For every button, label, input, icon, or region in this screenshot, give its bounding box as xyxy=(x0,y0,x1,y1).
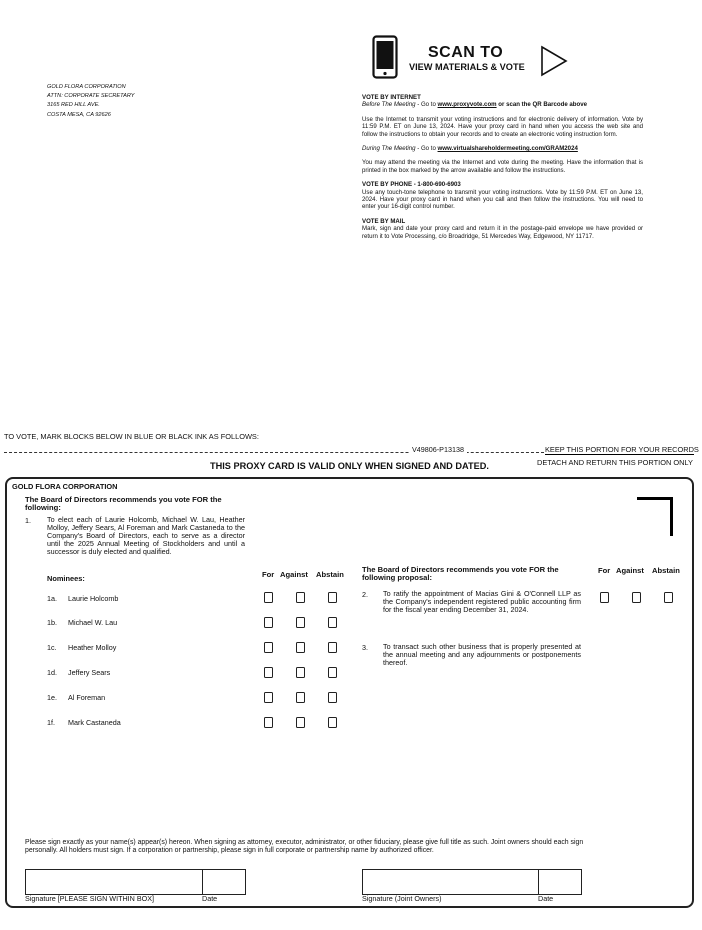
nominee-number: 1d. xyxy=(47,668,57,677)
corner-mark xyxy=(637,497,673,536)
vote-against-checkbox[interactable] xyxy=(296,642,305,653)
vote-for-checkbox[interactable] xyxy=(264,617,273,628)
vote-internet-body: Use the Internet to transmit your voting instructions and for electronic delivery of information. Vote by 11:59 P.M. ET on June 13, 2024. Have your proxy card in hand when you access the web site and follow the instructions to obtain your records and to create an electronic voting instruction form. xyxy=(362,115,643,138)
nominee-number: 1e. xyxy=(47,693,57,702)
nominees-label: Nominees: xyxy=(47,574,85,583)
proposal-1-number: 1. xyxy=(25,516,31,525)
vote-during-meeting xyxy=(362,145,643,152)
address-line: 3165 RED HILL AVE. xyxy=(47,102,100,109)
proposal-3-number: 3. xyxy=(362,643,368,652)
nominee-number: 1f. xyxy=(47,718,55,727)
signing-instructions: Please sign exactly as your name(s) appear(s) hereon. When signing as attorney, executor, administrator, or other fiduciary, please give full title as such. Joint owners should each sign personally. All holders must sign. If a corporation or partnership, please sign in full corporate or partnership name by authorized officer. xyxy=(25,839,584,854)
vote-mail-body: Mark, sign and date your proxy card and return it in the postage-paid envelope we have provided or return it to Vote Processing, c/o Broadridge, 51 Mercedes Way, Edgewood, NY 11717. xyxy=(362,225,643,240)
before-meeting-label: Before The Meeting xyxy=(362,101,416,109)
signature-label: Signature [PLEASE SIGN WITHIN BOX] xyxy=(25,894,155,903)
nominee-name: Mark Castaneda xyxy=(68,718,121,727)
before-prefix: - Go to xyxy=(415,101,438,109)
board-recommendation-2: The Board of Directors recommends you vote FOR the following proposal: xyxy=(362,565,559,582)
vote-against-checkbox[interactable] xyxy=(296,692,305,703)
proposal-2-number: 2. xyxy=(362,590,368,599)
vote-mail-heading: VOTE BY MAIL xyxy=(362,217,406,225)
vote-against-checkbox[interactable] xyxy=(632,592,641,603)
vote-for-checkbox[interactable] xyxy=(264,692,273,703)
voting-instructions xyxy=(362,94,643,247)
proposal-2-text: To ratify the appointment of Macias Gini & O'Connell LLP as the Company's independent registered public accounting firm for the fiscal year ending December 31, 2024. xyxy=(383,589,581,615)
vote-for-checkbox[interactable] xyxy=(264,642,273,653)
detach-return-label: DETACH AND RETURN THIS PORTION ONLY xyxy=(537,458,693,467)
joint-date-label: Date xyxy=(538,894,554,903)
during-meeting-label: During The Meeting xyxy=(362,145,416,153)
joint-date-box[interactable] xyxy=(538,869,582,895)
smartphone-icon xyxy=(372,35,398,79)
scan-title: SCAN TO xyxy=(428,44,504,61)
vote-abstain-checkbox[interactable] xyxy=(328,642,337,653)
during-prefix: - Go to xyxy=(415,145,438,153)
nominee-number: 1a. xyxy=(47,594,57,603)
vote-for-checkbox[interactable] xyxy=(600,592,609,603)
play-arrow-icon xyxy=(540,45,568,77)
vote-against-checkbox[interactable] xyxy=(296,617,305,628)
address-line: COSTA MESA, CA 92626 xyxy=(47,111,111,118)
col-abstain-header-2: Abstain xyxy=(652,566,680,575)
signature-box[interactable] xyxy=(25,869,203,895)
mailing-address xyxy=(47,83,134,120)
col-against-header-1: Against xyxy=(280,570,308,579)
validity-notice: THIS PROXY CARD IS VALID ONLY WHEN SIGNED AND DATED. xyxy=(210,461,489,471)
address-line: GOLD FLORA CORPORATION xyxy=(47,84,126,90)
nominee-number: 1b. xyxy=(47,618,57,627)
vote-against-checkbox[interactable] xyxy=(296,592,305,603)
keep-portion-label: KEEP THIS PORTION FOR YOUR RECORDS xyxy=(545,445,699,454)
vote-against-checkbox[interactable] xyxy=(296,717,305,728)
vote-against-checkbox[interactable] xyxy=(296,667,305,678)
col-against-header-2: Against xyxy=(616,566,644,575)
vote-abstain-checkbox[interactable] xyxy=(328,667,337,678)
vote-for-checkbox[interactable] xyxy=(264,717,273,728)
col-for-header-1: For xyxy=(262,570,275,579)
date-box[interactable] xyxy=(202,869,246,895)
card-company-name: GOLD FLORA CORPORATION xyxy=(12,482,118,491)
keep-underline xyxy=(545,454,694,455)
vote-for-checkbox[interactable] xyxy=(264,592,273,603)
joint-signature-box[interactable] xyxy=(362,869,539,895)
virtual-meeting-link[interactable]: www.virtualshareholdermeeting.com/GRAM2024 xyxy=(437,145,578,153)
vote-phone-heading: VOTE BY PHONE - 1-800-690-6903 xyxy=(362,181,461,189)
date-label: Date xyxy=(202,894,218,903)
vote-abstain-checkbox[interactable] xyxy=(328,592,337,603)
control-code: V49806-P13138 xyxy=(409,445,467,454)
address-line: ATTN: CORPORATE SECRETARY xyxy=(47,93,135,100)
col-abstain-header-1: Abstain xyxy=(316,570,344,579)
board-recommendation-1: The Board of Directors recommends you vote FOR the following: xyxy=(25,495,222,512)
proxyvote-link[interactable]: www.proxyvote.com xyxy=(437,101,497,109)
nominee-name: Laurie Holcomb xyxy=(68,594,119,603)
vote-abstain-checkbox[interactable] xyxy=(328,692,337,703)
col-for-header-2: For xyxy=(598,566,611,575)
vote-phone-body: Use any touch-tone telephone to transmit your voting instructions. Vote by 11:59 P.M. ET on June 13, 2024. Have your proxy card in hand when you call and then follow the instructions. You will need to enter your 16-digit control number. xyxy=(362,188,643,211)
vote-abstain-checkbox[interactable] xyxy=(664,592,673,603)
vote-internet-heading: VOTE BY INTERNET xyxy=(362,94,421,101)
vote-abstain-checkbox[interactable] xyxy=(328,617,337,628)
scan-subtitle: VIEW MATERIALS & VOTE xyxy=(409,62,525,72)
nominee-name: Heather Molloy xyxy=(68,643,117,652)
nominee-name: Michael W. Lau xyxy=(68,618,118,627)
vote-for-checkbox[interactable] xyxy=(264,667,273,678)
mark-instructions: TO VOTE, MARK BLOCKS BELOW IN BLUE OR BLACK INK AS FOLLOWS: xyxy=(4,432,259,441)
joint-signature-label: Signature (Joint Owners) xyxy=(362,894,442,903)
before-suffix: or scan the QR Barcode above xyxy=(496,101,588,109)
proposal-3-text: To transact such other business that is properly presented at the annual meeting and any adjournments or postponements thereof. xyxy=(383,642,581,668)
vote-before-meeting xyxy=(362,101,643,108)
proposal-1-text: To elect each of Laurie Holcomb, Michael W. Lau, Heather Molloy, Jeffery Sears, Al Foreman and Mark Castaneda to the Company's Board of Directors, each to serve as a director until the 2025 Annual Meeting of Stockholders and until a successor is duly elected and qualified. xyxy=(47,515,245,557)
vote-abstain-checkbox[interactable] xyxy=(328,717,337,728)
nominee-name: Jeffery Sears xyxy=(68,668,111,677)
vote-during-body: You may attend the meeting via the Internet and vote during the meeting. Have the information that is printed in the box marked by the arrow available and follow the instructions. xyxy=(362,159,643,174)
nominee-name: Al Foreman xyxy=(68,693,106,702)
nominee-number: 1c. xyxy=(47,643,57,652)
